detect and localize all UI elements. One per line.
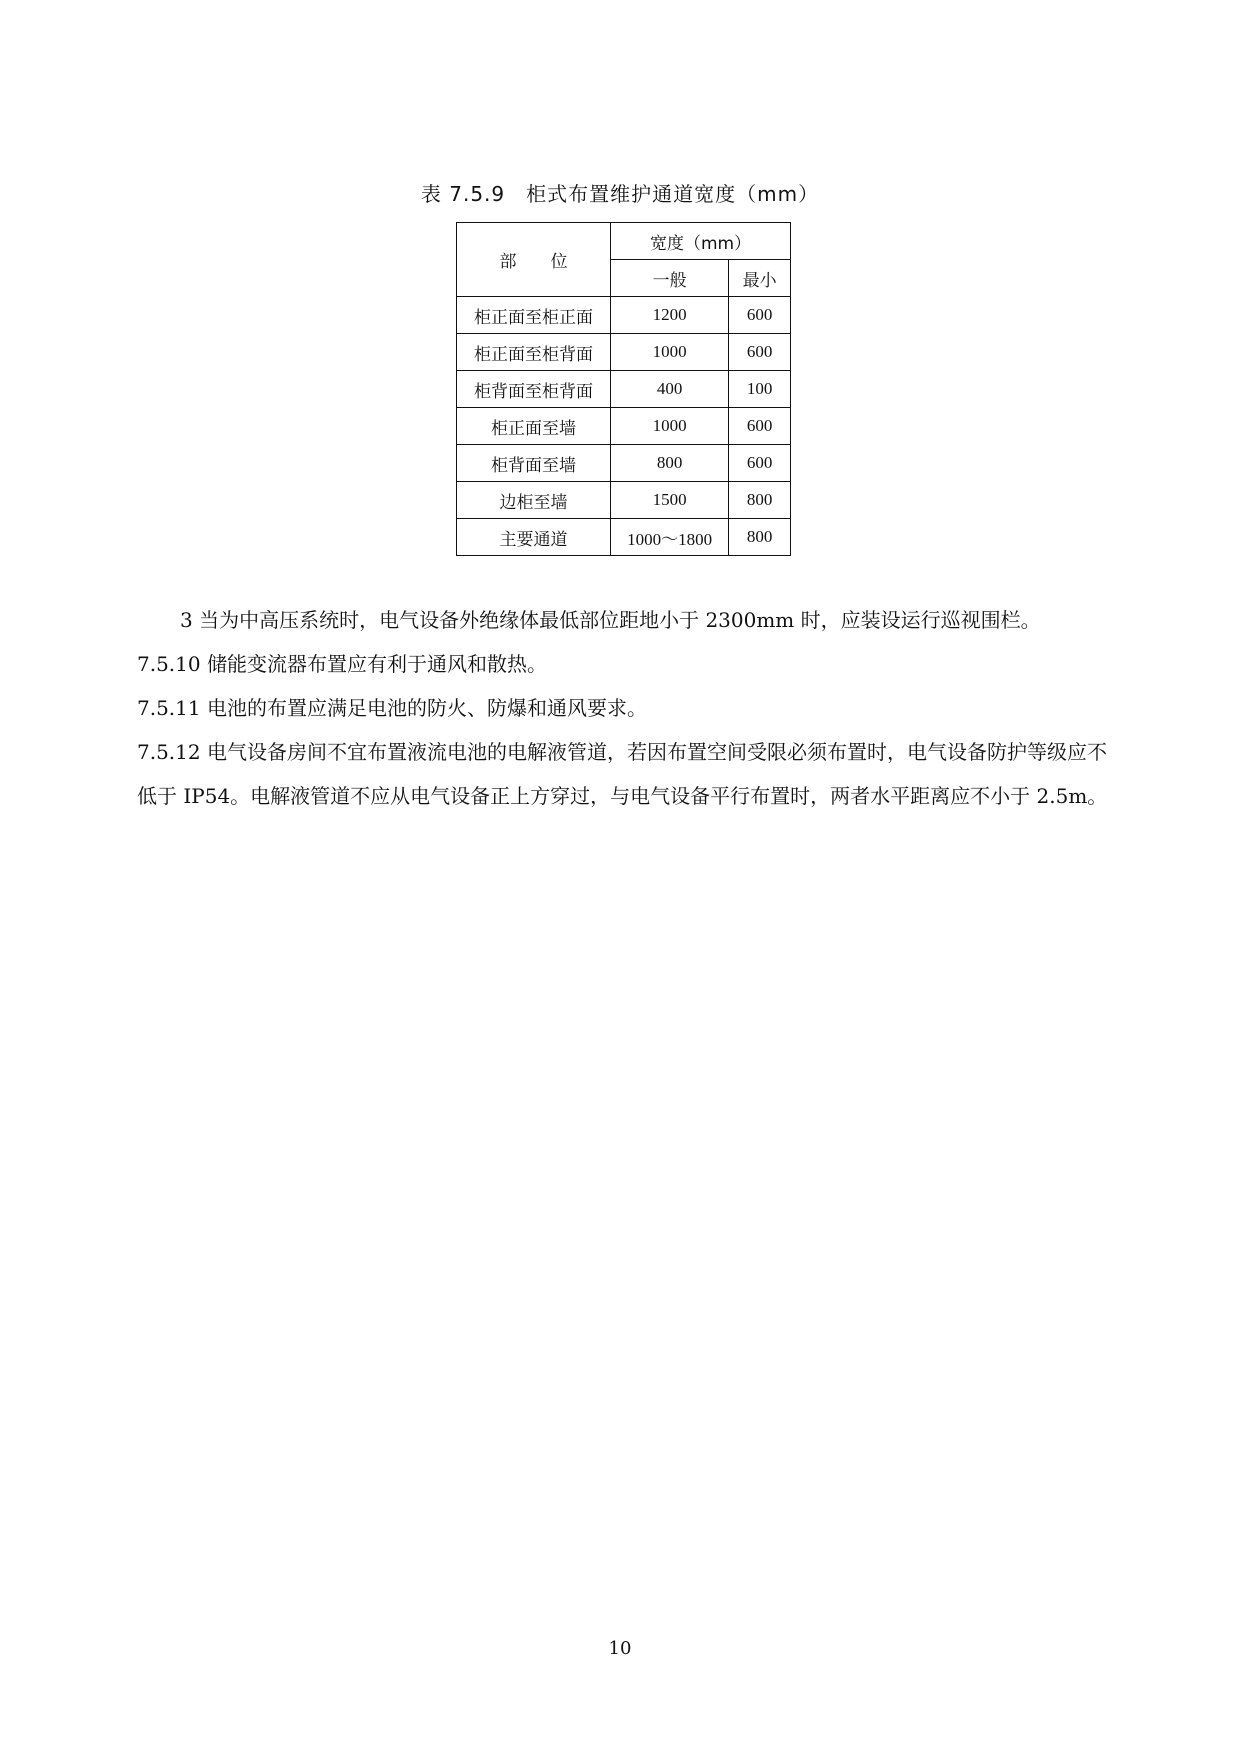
page-number: 10 (608, 1638, 632, 1659)
cell-minimum: 100 (729, 371, 791, 408)
body-text (137, 598, 1112, 818)
table-row (457, 482, 791, 519)
table-row (457, 445, 791, 482)
paragraph-7-5-10: 7.5.10 储能变流器布置应有利于通风和散热。 (137, 652, 547, 676)
table-title: 表 7.5.9 柜式布置维护通道宽度（mm） (420, 182, 820, 206)
header-general: 一般 (611, 260, 729, 297)
cell-position: 主要通道 (457, 519, 611, 556)
table-row (457, 297, 791, 334)
cell-position: 柜背面至墙 (457, 445, 611, 482)
cell-general: 400 (611, 371, 729, 408)
table-header-row (457, 223, 791, 260)
cell-general: 1200 (611, 297, 729, 334)
cell-general: 1500 (611, 482, 729, 519)
header-minimum: 最小 (729, 260, 791, 297)
cell-minimum: 800 (729, 482, 791, 519)
cell-general: 1000 (611, 334, 729, 371)
table-row (457, 371, 791, 408)
maintenance-aisle-width-table (456, 222, 791, 556)
header-width-group: 宽度（mm） (611, 223, 791, 260)
cell-minimum: 600 (729, 334, 791, 371)
cell-position: 柜正面至墙 (457, 408, 611, 445)
cell-general: 1000 (611, 408, 729, 445)
paragraph-7-5-11: 7.5.11 电池的布置应满足电池的防火、防爆和通风要求。 (137, 696, 647, 720)
table-row (457, 408, 791, 445)
cell-position: 边柜至墙 (457, 482, 611, 519)
header-position: 部 位 (457, 223, 611, 297)
cell-position: 柜正面至柜背面 (457, 334, 611, 371)
cell-minimum: 600 (729, 445, 791, 482)
paragraph-7-5-12: 7.5.12 电气设备房间不宜布置液流电池的电解液管道，若因布置空间受限必须布置时，电气设备防护等级应不低于 IP54。电解液管道不应从电气设备正上方穿过，与电气设备平行布置时，两者水平距离应不小于 2.5m。 (137, 740, 1108, 808)
cell-general: 800 (611, 445, 729, 482)
cell-position: 柜背面至柜背面 (457, 371, 611, 408)
paragraph-item-3: 3 当为中高压系统时，电气设备外绝缘体最低部位距地小于 2300mm 时，应装设运行巡视围栏。 (180, 608, 1041, 632)
cell-minimum: 600 (729, 297, 791, 334)
table-row (457, 519, 791, 556)
cell-position: 柜正面至柜正面 (457, 297, 611, 334)
cell-general: 1000～1800 (611, 519, 729, 556)
table-row (457, 334, 791, 371)
cell-minimum: 600 (729, 408, 791, 445)
cell-minimum: 800 (729, 519, 791, 556)
